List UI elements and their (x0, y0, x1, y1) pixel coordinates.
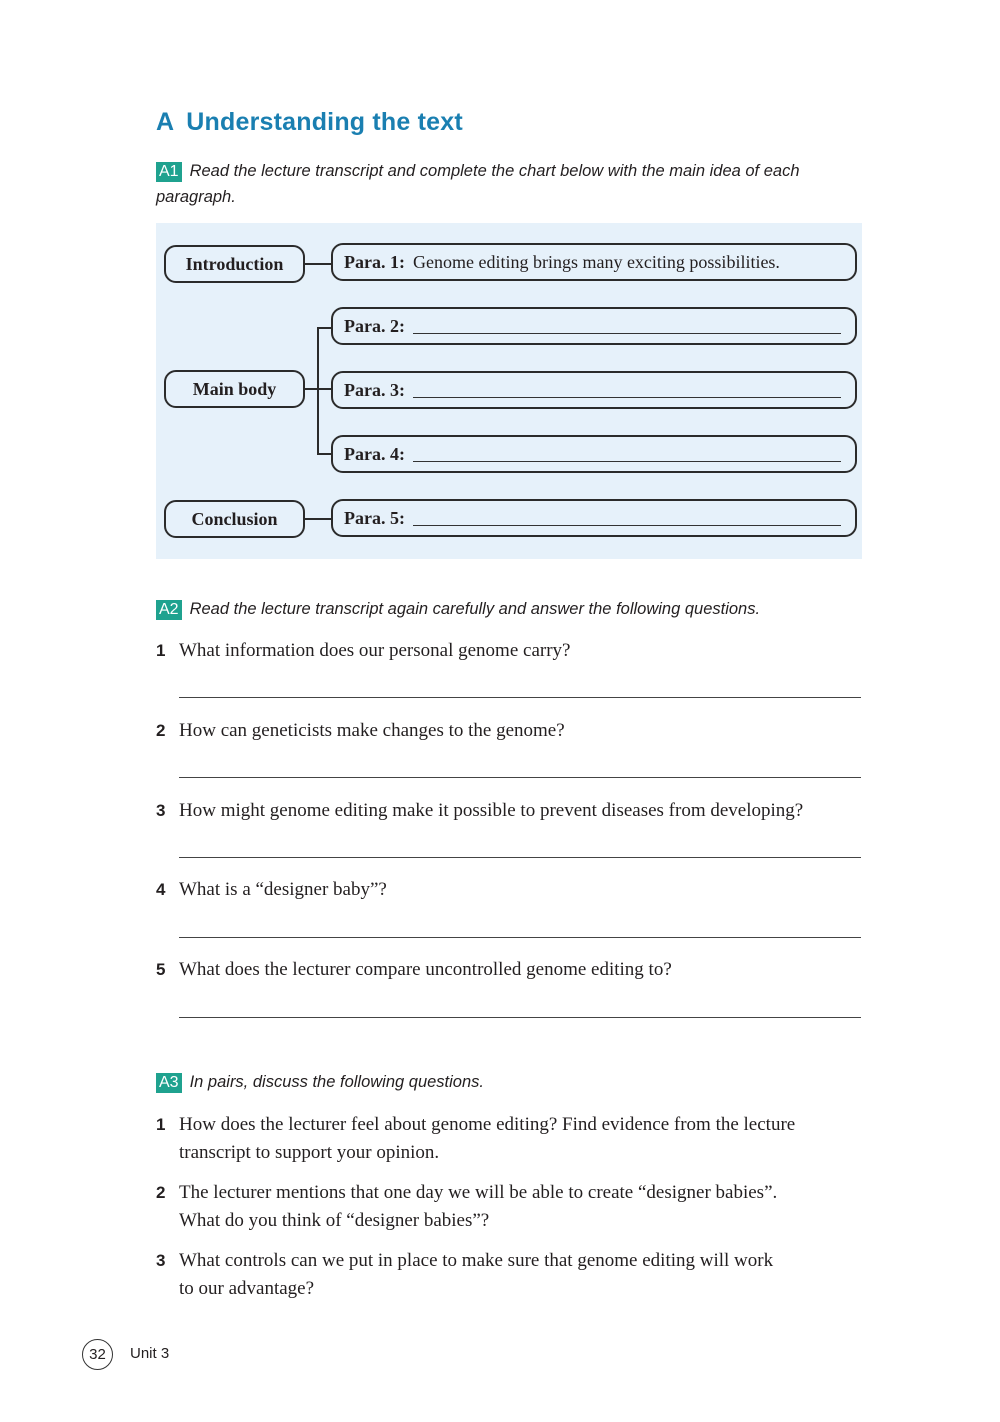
category-introduction: Introduction (164, 245, 305, 283)
a1-instruction-line1: Read the lecture transcript and complete the chart below with the main idea of each (189, 162, 800, 180)
a3-instruction-text: In pairs, discuss the following questions. (189, 1073, 484, 1091)
para-5-answer-blank[interactable] (413, 525, 841, 526)
a2-instruction (156, 596, 876, 622)
a2-answer-line-3[interactable] (179, 857, 861, 858)
connector-conclusion (305, 518, 331, 520)
question-text: What information does our personal genome carry? (179, 640, 571, 661)
question-number: 2 (156, 721, 166, 740)
question-number: 3 (156, 801, 166, 820)
a2-question-4 (156, 876, 387, 904)
a2-badge: A2 (156, 600, 182, 620)
connector-para4 (317, 453, 331, 455)
question-text: How might genome editing make it possible to prevent diseases from developing? (179, 800, 804, 821)
para-1-text: Genome editing brings many exciting possibilities. (412, 251, 780, 272)
paragraph-chart (156, 223, 862, 559)
a2-question-3 (156, 797, 803, 825)
question-line1: What controls can we put in place to make sure that genome editing will work (179, 1250, 774, 1271)
para-3-label: Para. 3: (344, 379, 405, 400)
para-4-label: Para. 4: (344, 443, 405, 464)
connector-main-vertical (317, 327, 319, 455)
a2-question-1 (156, 637, 570, 665)
para-1-box (331, 243, 857, 281)
para-5-label: Para. 5: (344, 507, 405, 528)
a2-answer-line-4[interactable] (179, 937, 861, 938)
question-text: What does the lecturer compare uncontrolled genome editing to? (179, 959, 672, 980)
para-2-answer-blank[interactable] (413, 333, 841, 334)
a3-badge: A3 (156, 1073, 182, 1093)
a2-instruction-text: Read the lecture transcript again carefully and answer the following questions. (189, 600, 761, 618)
question-number: 1 (156, 1115, 166, 1134)
unit-label: Unit 3 (130, 1345, 170, 1362)
question-number: 5 (156, 960, 166, 979)
a1-instruction-line2: paragraph. (156, 188, 236, 206)
para-5-box[interactable] (331, 499, 857, 537)
question-number: 3 (156, 1251, 166, 1270)
para-2-label: Para. 2: (344, 315, 405, 336)
a3-question-3 (156, 1247, 876, 1303)
a1-badge: A1 (156, 162, 182, 182)
section-letter: A (156, 108, 175, 136)
section-title (156, 108, 463, 137)
a2-question-5 (156, 956, 672, 984)
para-4-box[interactable] (331, 435, 857, 473)
category-main-body: Main body (164, 370, 305, 408)
para-4-answer-blank[interactable] (413, 461, 841, 462)
para-3-box[interactable] (331, 371, 857, 409)
page-number: 32 (82, 1339, 113, 1370)
a3-question-1 (156, 1111, 876, 1167)
question-text: How can geneticists make changes to the genome? (179, 720, 565, 741)
a2-answer-line-1[interactable] (179, 697, 861, 698)
question-line2: What do you think of “designer babies”? (179, 1210, 490, 1231)
connector-para2 (317, 327, 331, 329)
connector-intro (305, 263, 331, 265)
question-line2: to our advantage? (179, 1278, 315, 1299)
para-2-box[interactable] (331, 307, 857, 345)
question-text: What is a “designer baby”? (179, 879, 387, 900)
question-line2: transcript to support your opinion. (179, 1142, 440, 1163)
para-3-answer-blank[interactable] (413, 397, 841, 398)
question-number: 2 (156, 1183, 166, 1202)
question-line1: The lecturer mentions that one day we will be able to create “designer babies”. (179, 1182, 778, 1203)
a2-question-2 (156, 717, 565, 745)
question-number: 1 (156, 641, 166, 660)
section-heading: Understanding the text (186, 108, 463, 136)
a1-instruction (156, 158, 856, 210)
question-number: 4 (156, 880, 166, 899)
para-1-label: Para. 1: (344, 251, 405, 272)
a2-answer-line-2[interactable] (179, 777, 861, 778)
question-line1: How does the lecturer feel about genome editing? Find evidence from the lecture (179, 1114, 796, 1135)
a3-question-2 (156, 1179, 876, 1235)
category-conclusion: Conclusion (164, 500, 305, 538)
a2-answer-line-5[interactable] (179, 1017, 861, 1018)
a3-instruction (156, 1069, 876, 1095)
